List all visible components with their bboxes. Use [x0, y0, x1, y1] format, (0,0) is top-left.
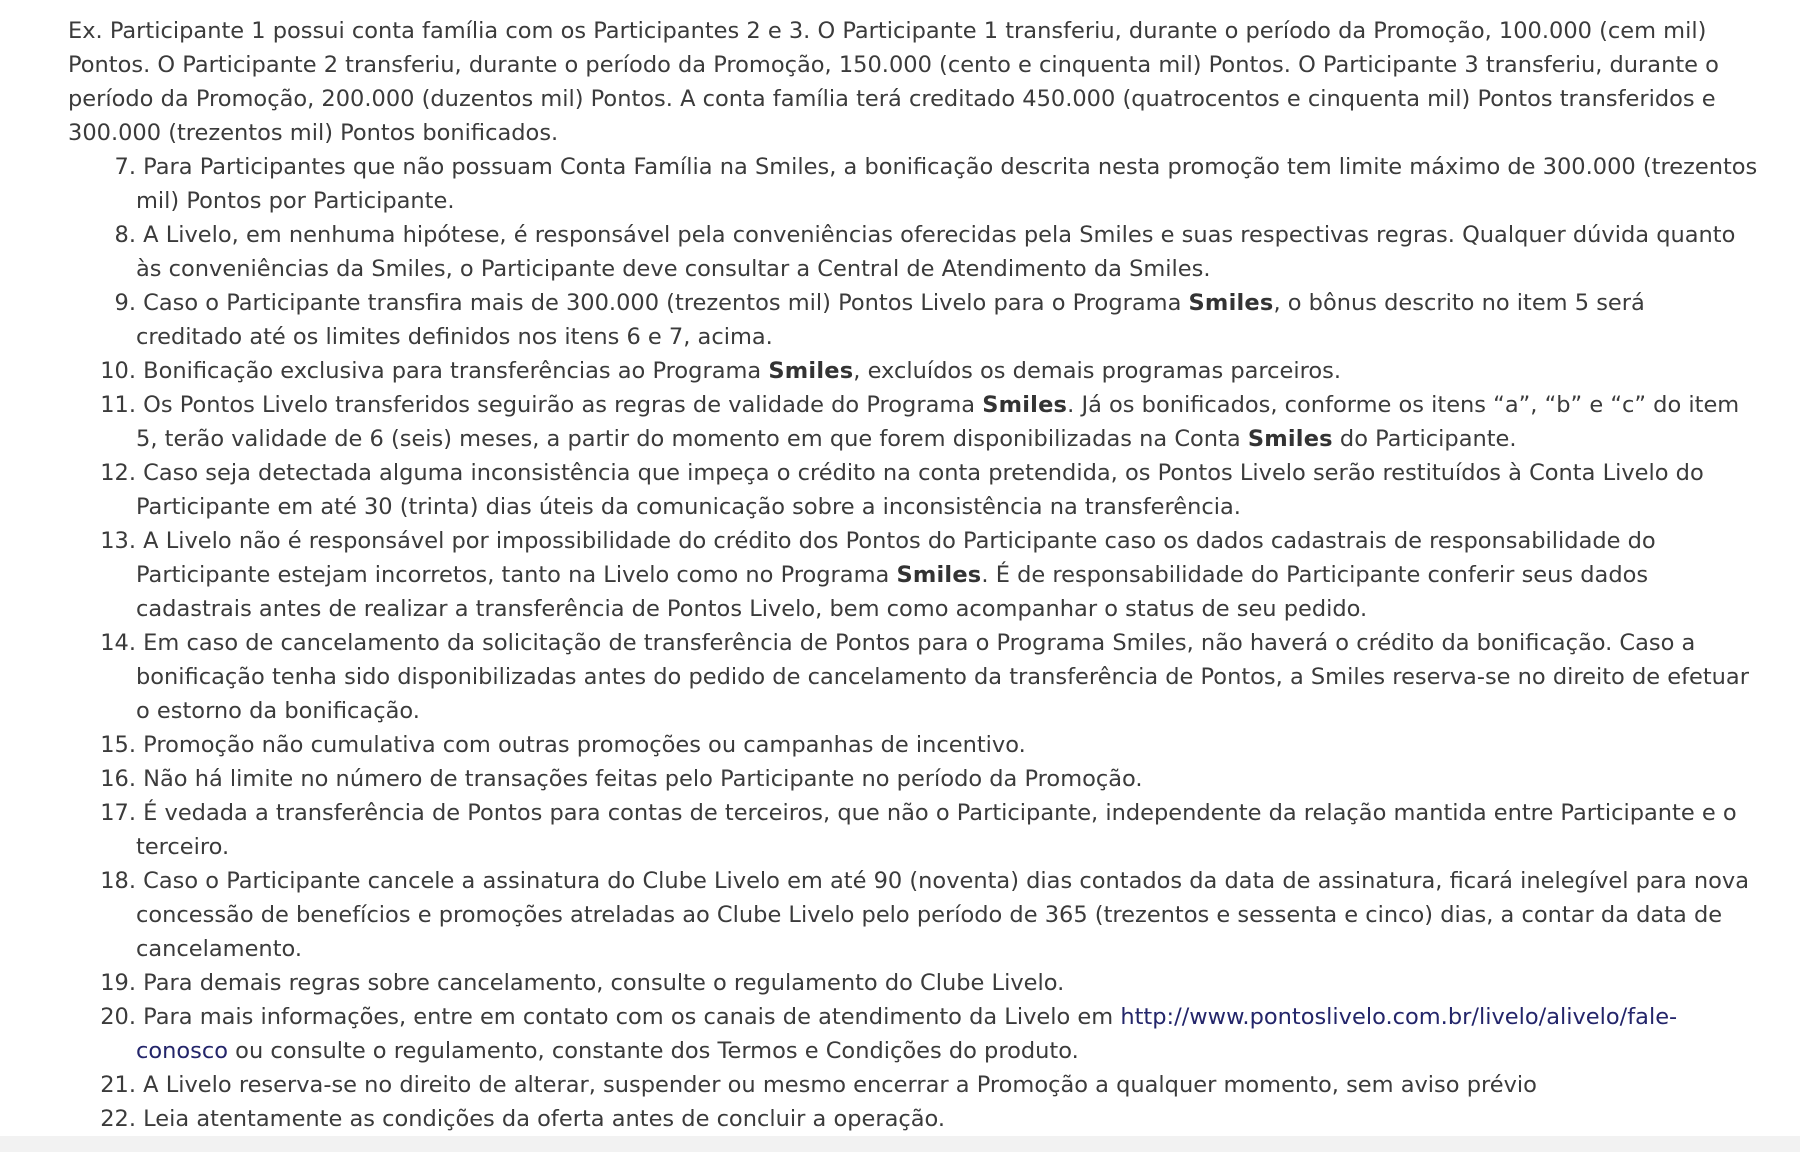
rule-text [136, 762, 1758, 796]
smiles-brand-text: Smiles [982, 392, 1068, 418]
rule-number: 20. [100, 1004, 136, 1030]
rule-text-body: Para demais regras sobre cancelamento, consulte o regulamento do Clube Livelo. [143, 970, 1065, 996]
rule-item-18 [68, 864, 1758, 966]
rule-text-body: Leia atentamente as condições da oferta antes de concluir a operação. [143, 1106, 946, 1132]
rule-text [136, 1000, 1758, 1068]
rule-text-body: A Livelo, em nenhuma hipótese, é responsável pela conveniências oferecidas pela Smiles e suas respectivas regras. Qualquer dúvida quanto às conveniências da Smiles, o Participante deve consultar a Central de Atendimento da Smiles. [136, 222, 1736, 282]
rule-text [136, 456, 1758, 524]
rule-item-9 [68, 286, 1758, 354]
rule-number: 7. [114, 154, 136, 180]
contact-link[interactable]: http://www.pontoslivelo.com.br/livelo/alivelo/fale-conosco [136, 1004, 1678, 1064]
rule-number: 22. [100, 1106, 136, 1132]
rule-text-part: , o bônus descrito no item 5 será creditado até os limites definidos nos itens 6 e 7, acima. [136, 290, 1645, 350]
rule-number: 15. [100, 732, 136, 758]
rule-number: 21. [100, 1072, 136, 1098]
rule-text-part: Os Pontos Livelo transferidos seguirão as regras de validade do Programa [143, 392, 983, 418]
rule-text [136, 218, 1758, 286]
smiles-brand-text: Smiles [896, 562, 982, 588]
rule-number: 11. [100, 392, 136, 418]
rule-text [136, 966, 1758, 1000]
rule-text [136, 150, 1758, 218]
rule-text-part: , excluídos os demais programas parceiros. [853, 358, 1342, 384]
rule-text-body: É vedada a transferência de Pontos para contas de terceiros, que não o Participante, independente da relação mantida entre Participante e o terceiro. [136, 800, 1737, 860]
rule-item-20 [68, 1000, 1758, 1068]
rule-text [136, 626, 1758, 728]
rule-text [136, 796, 1758, 864]
rule-text-body: Caso seja detectada alguma inconsistência que impeça o crédito na conta pretendida, os Pontos Livelo serão restituídos à Conta Livelo do Participante em até 30 (trinta) dias úteis da comunicação sobre a inconsistência na transferência. [136, 460, 1704, 520]
rule-text [136, 354, 1758, 388]
rule-text [136, 728, 1758, 762]
rule-item-16 [68, 762, 1758, 796]
rule-text-part: . Já os bonificados, conforme os itens “a”, “b” e “c” do item 5, terão validade de 6 (seis) meses, a partir do momento em que forem disponibilizadas na Conta [136, 392, 1740, 452]
rule-text [136, 1102, 1758, 1136]
rule-number: 12. [100, 460, 136, 486]
rule-number: 16. [100, 766, 136, 792]
rule-item-21 [68, 1068, 1758, 1102]
rule-text-part: A Livelo não é responsável por impossibilidade do crédito dos Pontos do Participante caso os dados cadastrais de responsabilidade do Participante estejam incorretos, tanto na Livelo como no Programa [136, 528, 1656, 588]
bottom-edge-strip [0, 1136, 1800, 1152]
rule-text-part: Para mais informações, entre em contato com os canais de atendimento da Livelo em [143, 1004, 1121, 1030]
rule-item-22 [68, 1102, 1758, 1136]
rule-number: 8. [114, 222, 136, 248]
rule-text-body: Não há limite no número de transações feitas pelo Participante no período da Promoção. [143, 766, 1143, 792]
rule-text-part: do Participante. [1332, 426, 1517, 452]
rule-text-part: Bonificação exclusiva para transferências ao Programa [143, 358, 769, 384]
rule-text [136, 1068, 1758, 1102]
rule-text-body: Caso o Participante cancele a assinatura do Clube Livelo em até 90 (noventa) dias contados da data de assinatura, ficará inelegível para nova concessão de benefícios e promoções atreladas ao Clube Livelo pelo período de 365 (trezentos e sessenta e cinco) dias, a contar da data de cancelamento. [136, 868, 1750, 962]
rule-text-body: Promoção não cumulativa com outras promoções ou campanhas de incentivo. [143, 732, 1026, 758]
rule-item-12 [68, 456, 1758, 524]
rule-text-part: Caso o Participante transfira mais de 300.000 (trezentos mil) Pontos Livelo para o Programa [143, 290, 1189, 316]
smiles-brand-text: Smiles [1188, 290, 1274, 316]
rule-item-8 [68, 218, 1758, 286]
rule-item-14 [68, 626, 1758, 728]
rule-number: 10. [100, 358, 136, 384]
rule-item-19 [68, 966, 1758, 1000]
rule-number: 18. [100, 868, 136, 894]
rule-text [136, 864, 1758, 966]
rule-text [136, 524, 1758, 626]
rule-text-part: . É de responsabilidade do Participante conferir seus dados cadastrais antes de realizar a transferência de Pontos Livelo, bem como acompanhar o status de seu pedido. [136, 562, 1649, 622]
rule-item-13 [68, 524, 1758, 626]
rule-text [136, 286, 1758, 354]
rule-item-7 [68, 150, 1758, 218]
rule-text-body: Para Participantes que não possuam Conta Família na Smiles, a bonificação descrita nesta promoção tem limite máximo de 300.000 (trezentos mil) Pontos por Participante. [136, 154, 1758, 214]
rule-number: 13. [100, 528, 136, 554]
rule-number: 9. [114, 290, 136, 316]
rule-number: 14. [100, 630, 136, 656]
rule-text-part: ou consulte o regulamento, constante dos Termos e Condições do produto. [228, 1038, 1079, 1064]
rule-item-10 [68, 354, 1758, 388]
rule-item-11 [68, 388, 1758, 456]
rule-number: 17. [100, 800, 136, 826]
rules-list [68, 150, 1758, 1136]
rule-text-body: A Livelo reserva-se no direito de alterar, suspender ou mesmo encerrar a Promoção a qualquer momento, sem aviso prévio [143, 1072, 1537, 1098]
smiles-brand-text: Smiles [1247, 426, 1333, 452]
rule-item-17 [68, 796, 1758, 864]
rule-text-body: Em caso de cancelamento da solicitação de transferência de Pontos para o Programa Smiles, não haverá o crédito da bonificação. Caso a bonificação tenha sido disponibilizadas antes do pedido de cancelamento da transferência de Pontos, a Smiles reserva-se no direito de efetuar o estorno da bonificação. [136, 630, 1749, 724]
example-paragraph: Ex. Participante 1 possui conta família com os Participantes 2 e 3. O Participante 1 transferiu, durante o período da Promoção, 100.000 (cem mil) Pontos. O Participante 2 transferiu, durante o período da Promoção, 150.000 (cento e cinquenta mil) Pontos. O Participante 3 transferiu, durante o período da Promoção, 200.000 (duzentos mil) Pontos. A conta família terá creditado 450.000 (quatrocentos e cinquenta mil) Pontos transferidos e 300.000 (trezentos mil) Pontos bonificados. [68, 18, 1719, 146]
rule-number: 19. [100, 970, 136, 996]
smiles-brand-text: Smiles [768, 358, 854, 384]
rule-item-15 [68, 728, 1758, 762]
rule-text [136, 388, 1758, 456]
